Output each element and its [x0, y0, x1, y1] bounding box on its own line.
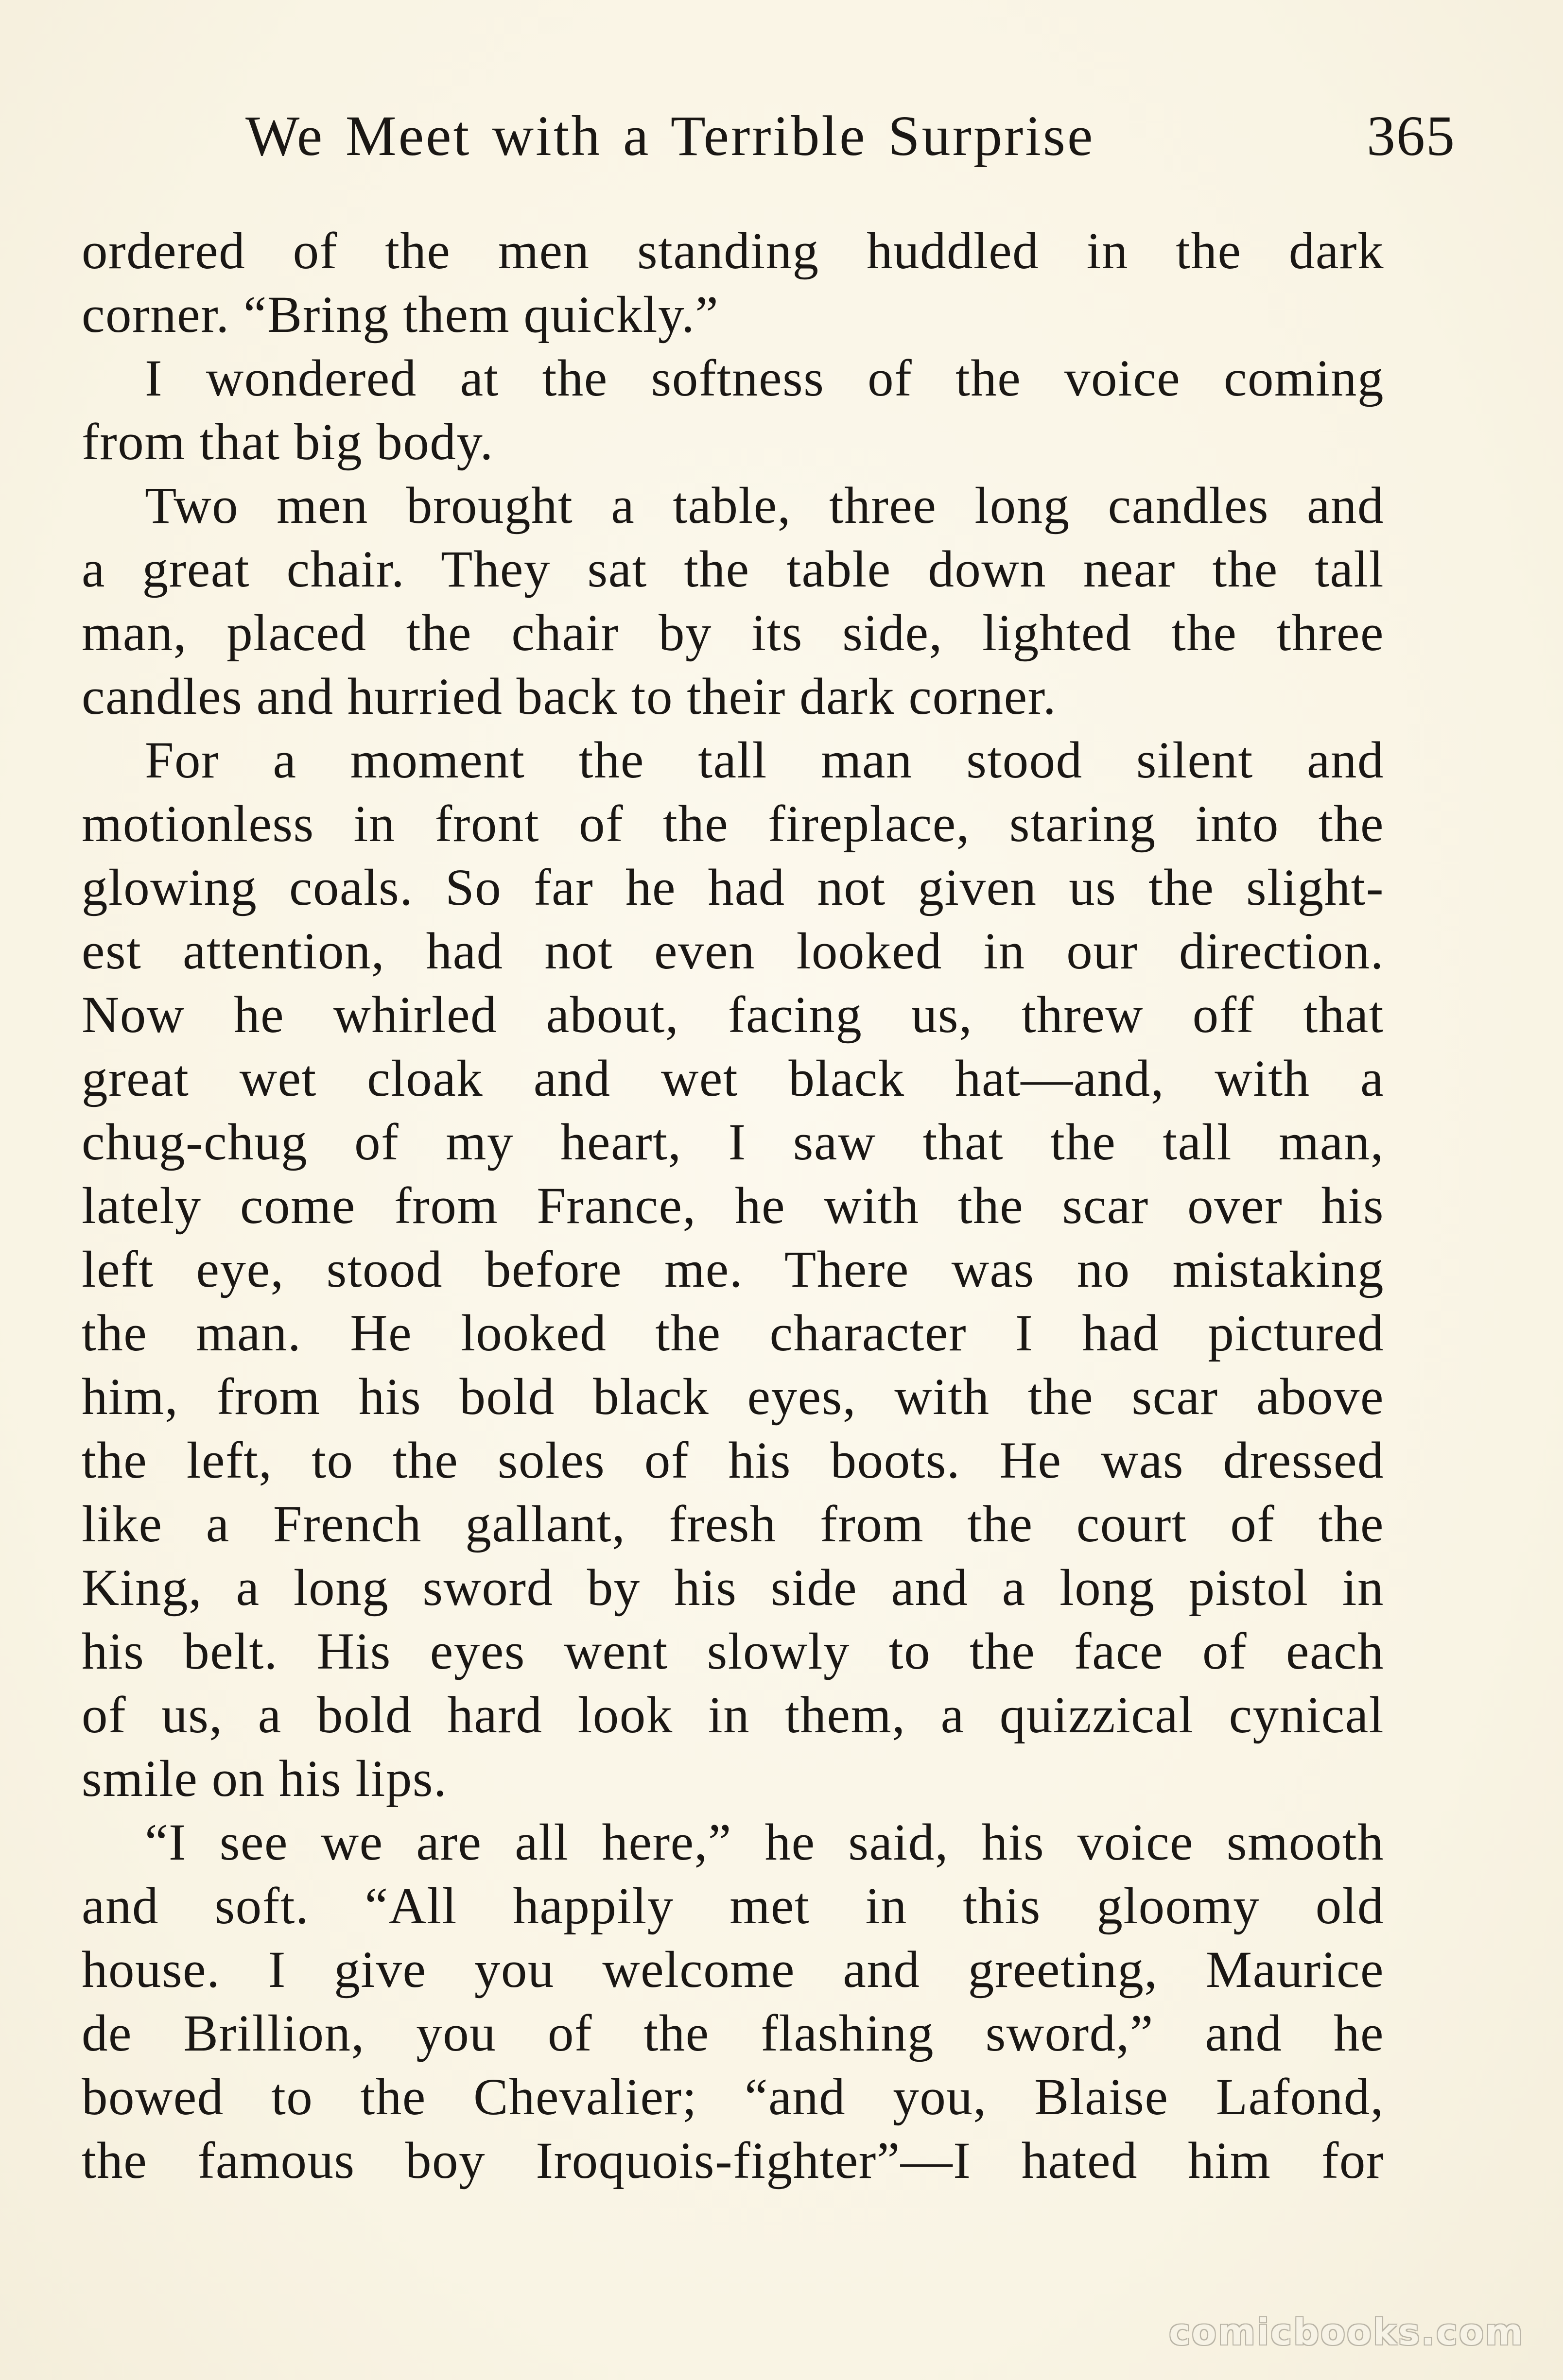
running-title: We Meet with a Terrible Surprise	[245, 104, 1095, 168]
text-line: the famous boy Iroquois-fighter”—I hated him for	[82, 2132, 1384, 2190]
text-line: smile on his lips.	[82, 1750, 448, 1808]
text-line: motionless in front of the fireplace, staring into the	[82, 795, 1384, 853]
text-line: corner. “Bring them quickly.”	[82, 286, 719, 344]
text-line: “I see we are all here,” he said, his voice smooth	[145, 1814, 1384, 1871]
text-line: and soft. “All happily met in this gloomy old	[82, 1878, 1384, 1935]
text-line: house. I give you welcome and greeting, Maurice	[82, 1941, 1384, 1999]
text-line: the man. He looked the character I had pictured	[82, 1305, 1384, 1362]
text-line: I wondered at the softness of the voice coming	[145, 350, 1384, 407]
body-text	[82, 220, 1384, 2193]
page-number: 365	[1367, 104, 1456, 168]
text-line: left eye, stood before me. There was no mistaking	[82, 1241, 1384, 1298]
text-line: Two men brought a table, three long candles and	[145, 477, 1384, 535]
text-line: bowed to the Chevalier; “and you, Blaise Lafond,	[82, 2069, 1384, 2126]
text-line: King, a long sword by his side and a long pistol in	[82, 1559, 1384, 1617]
text-line: est attention, had not even looked in our direction.	[82, 923, 1384, 980]
text-line: from that big body.	[82, 414, 494, 471]
text-line: ordered of the men standing huddled in the dark	[82, 223, 1384, 280]
text-line: glowing coals. So far he had not given us the slight-	[82, 859, 1384, 916]
text-line: his belt. His eyes went slowly to the face of each	[82, 1623, 1384, 1680]
text-line: candles and hurried back to their dark corner.	[82, 668, 1057, 725]
text-line: him, from his bold black eyes, with the scar above	[82, 1368, 1384, 1426]
text-line: de Brillion, you of the flashing sword,” and he	[82, 2005, 1384, 2062]
text-line: of us, a bold hard look in them, a quizzical cynical	[82, 1687, 1384, 1744]
text-line: Now he whirled about, facing us, threw off that	[82, 986, 1384, 1044]
text-line: great wet cloak and wet black hat—and, with a	[82, 1050, 1384, 1107]
running-head	[245, 100, 1456, 172]
text-line: chug-chug of my heart, I saw that the tall man,	[82, 1114, 1384, 1171]
watermark: comicbooks.com	[1169, 2311, 1524, 2353]
text-line: man, placed the chair by its side, lighted the three	[82, 604, 1384, 662]
text-line: like a French gallant, fresh from the court of the	[82, 1496, 1384, 1553]
text-line: For a moment the tall man stood silent and	[145, 732, 1384, 789]
text-line: a great chair. They sat the table down near the tall	[82, 541, 1384, 598]
text-line: lately come from France, he with the scar over his	[82, 1177, 1384, 1235]
text-line: the left, to the soles of his boots. He was dressed	[82, 1432, 1384, 1489]
